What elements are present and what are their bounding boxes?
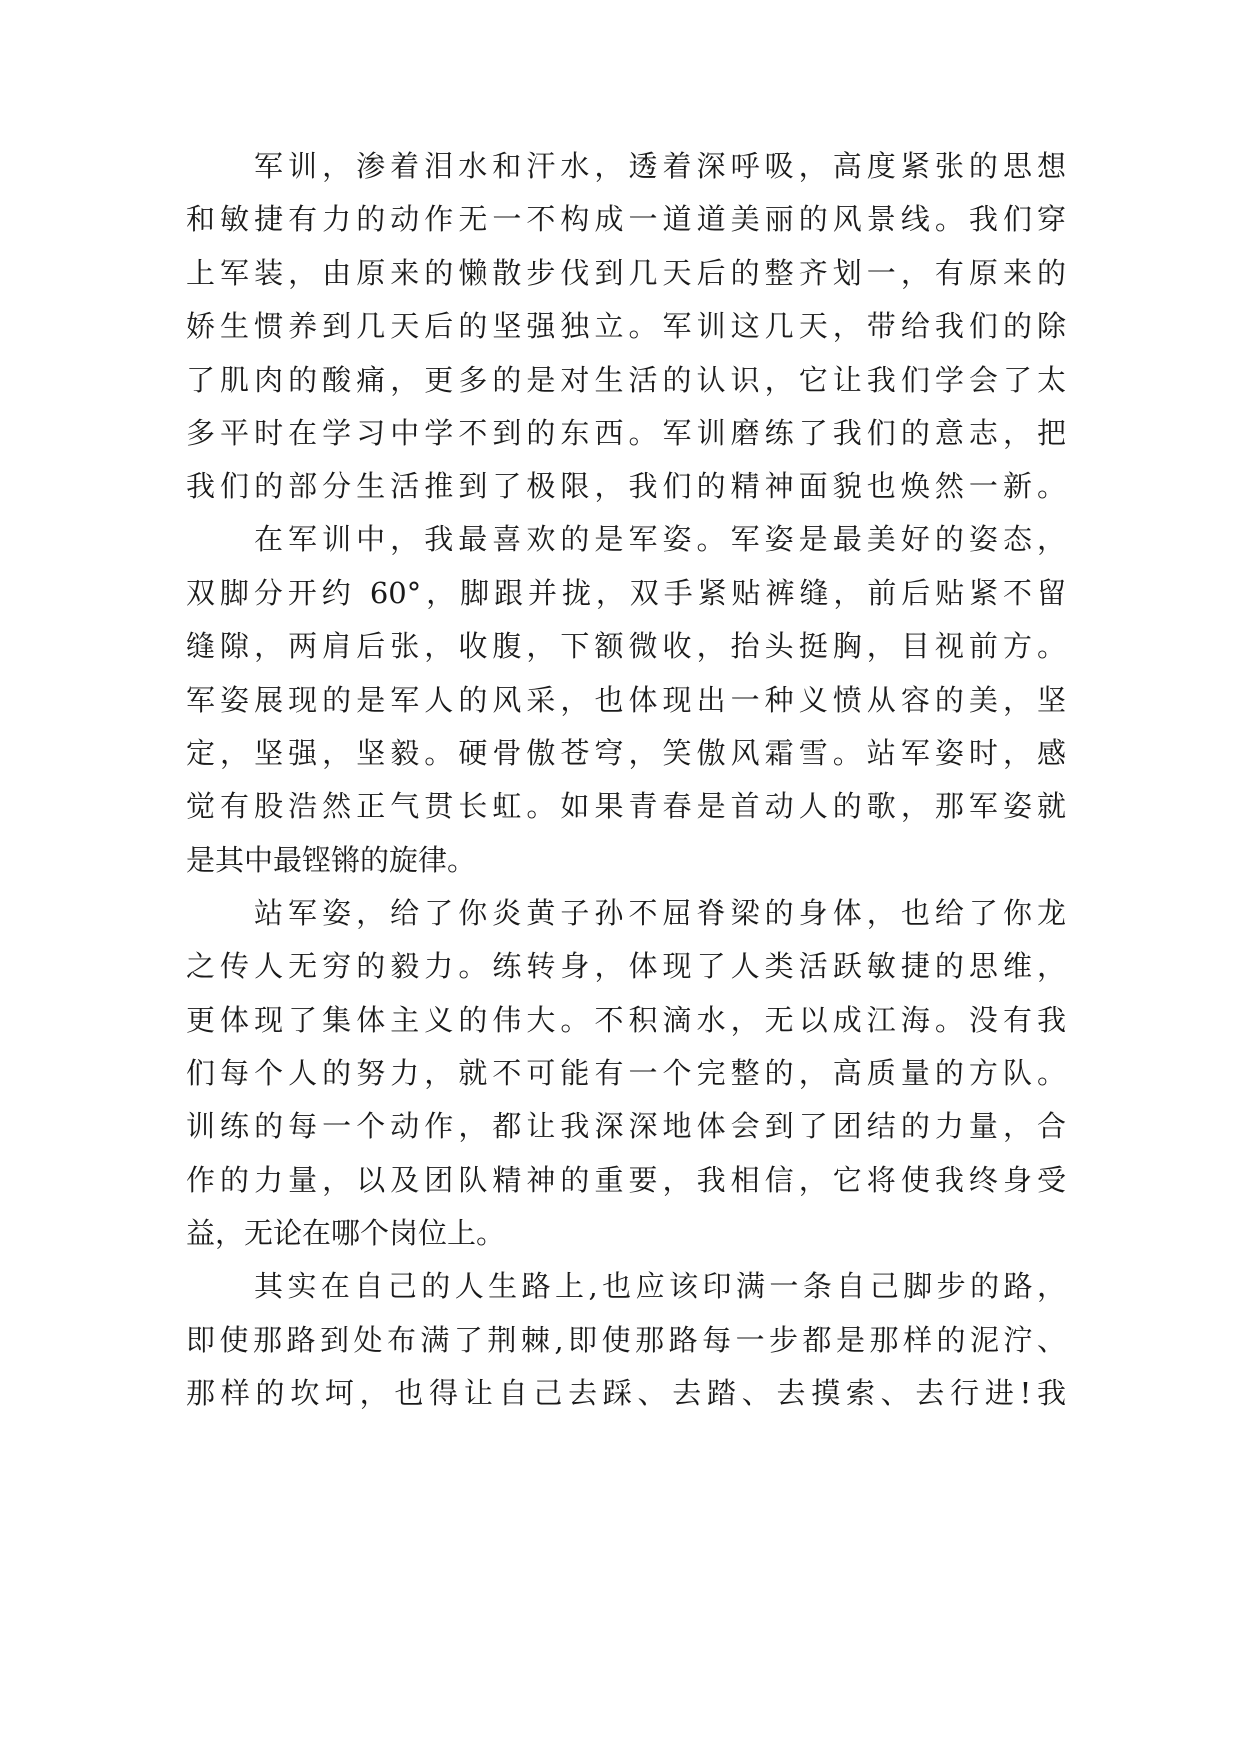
paragraph-1-line-3: 上军装，由原来的懒散步伐到几天后的整齐划一，有原来的 [186,256,1066,290]
paragraph-3-line-6: 作的力量，以及团队精神的重要，我相信，它将使我终身受 [186,1163,1066,1197]
paragraph-2-line-6: 觉有股浩然正气贯长虹。如果青春是首动人的歌，那军姿就 [186,789,1066,823]
paragraph-2-line-3: 缝隙，两肩后张，收腹，下额微收，抬头挺胸，目视前方。 [186,629,1066,663]
paragraph-1-line-6: 多平时在学习中学不到的东西。军训磨练了我们的意志，把 [186,416,1066,450]
paragraph-2-line-5: 定，坚强，坚毅。硬骨傲苍穹，笑傲风霜雪。站军姿时，感 [186,736,1066,770]
paragraph-2-line-7: 是其中最铿锵的旋律。 [186,843,477,877]
paragraph-2-line-2: 双脚分开约 60°，脚跟并拢，双手紧贴裤缝，前后贴紧不留 [186,576,1066,610]
paragraph-3-line-7: 益，无论在哪个岗位上。 [186,1216,506,1250]
paragraph-2-line-1: 在军训中，我最喜欢的是军姿。军姿是最美好的姿态， [254,522,1066,556]
paragraph-1-line-2: 和敏捷有力的动作无一不构成一道道美丽的风景线。我们穿 [186,202,1066,236]
paragraph-1-line-5: 了肌肉的酸痛，更多的是对生活的认识，它让我们学会了太 [186,363,1066,397]
paragraph-1-line-1: 军训，渗着泪水和汗水，透着深呼吸，高度紧张的思想 [254,149,1066,183]
paragraph-3-line-1: 站军姿，给了你炎黄子孙不屈脊梁的身体，也给了你龙 [254,896,1066,930]
paragraph-1-line-4: 娇生惯养到几天后的坚强独立。军训这几天，带给我们的除 [186,309,1066,343]
paragraph-1-line-7: 我们的部分生活推到了极限，我们的精神面貌也焕然一新。 [186,469,1066,503]
paragraph-4-line-1: 其实在自己的人生路上,也应该印满一条自己脚步的路， [254,1269,1066,1303]
paragraph-3-line-3: 更体现了集体主义的伟大。不积滴水，无以成江海。没有我 [186,1003,1066,1037]
paragraph-3-line-5: 训练的每一个动作，都让我深深地体会到了团结的力量，合 [186,1109,1066,1143]
paragraph-4-line-2: 即使那路到处布满了荆棘,即使那路每一步都是那样的泥泞、 [186,1323,1066,1357]
paragraph-3-line-2: 之传人无穷的毅力。练转身，体现了人类活跃敏捷的思维， [186,949,1066,983]
paragraph-3-line-4: 们每个人的努力，就不可能有一个完整的，高质量的方队。 [186,1056,1066,1090]
paragraph-4-line-3: 那样的坎坷，也得让自己去踩、去踏、去摸索、去行进!我 [186,1376,1066,1410]
paragraph-2-line-4: 军姿展现的是军人的风采，也体现出一种义愤从容的美，坚 [186,683,1066,717]
